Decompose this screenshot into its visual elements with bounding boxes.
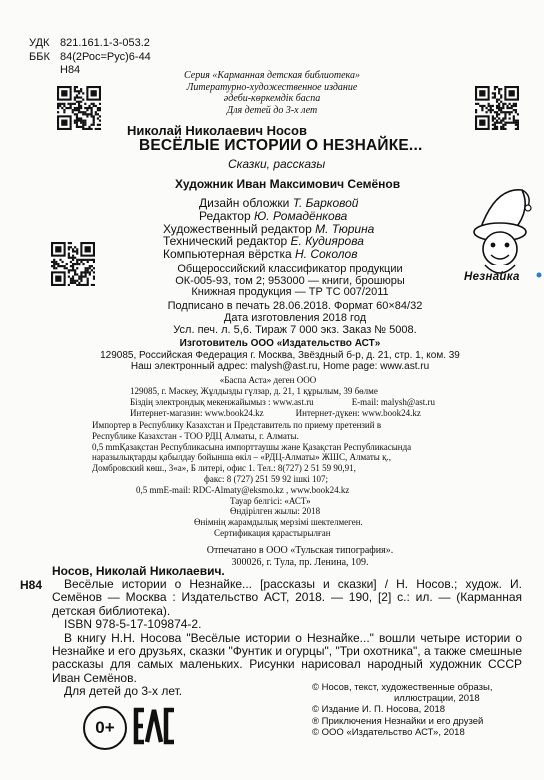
publisher-address: 129085, Российская Федерация г. Москва, Звёздный б-р, д. 21, стр. 1, ком. 39 bbox=[100, 349, 460, 361]
print-info-block bbox=[160, 300, 430, 336]
publisher-contacts: Наш электронный адрес: malysh@ast.ru, Home page: www.ast.ru bbox=[130, 361, 430, 372]
kz-line: Республике Казахстан - ТОО РДЦ Алматы, г. Алматы. bbox=[92, 430, 299, 441]
udk-value: 821.161.1-3-053.2 bbox=[60, 37, 150, 49]
series-line: әдеби-көркемдік баспа bbox=[223, 93, 321, 104]
udk-label: УДК bbox=[29, 37, 50, 49]
printer-line: Отпечатано в ООО «Тульская типография». bbox=[206, 545, 394, 556]
series-block bbox=[80, 70, 464, 116]
copyright-block bbox=[312, 682, 522, 738]
illustrator: Художник Иван Максимович Семёнов bbox=[175, 177, 401, 191]
kz-line: наразылықтарды қабылдау бойынша өкіл – «РДЦ-Алматы» ЖШС, Алматы қ., bbox=[92, 452, 391, 463]
copyright-line: иллюстрации, 2018 bbox=[394, 693, 480, 705]
print-info-line: Усл. печ. л. 5,6. Тираж 7 000 экз. Заказ № 5008. bbox=[173, 324, 417, 336]
kz-line: Интернет-магазин: www.book24.kz bbox=[130, 407, 264, 418]
copyright-line: © Носов, текст, художественные образы, bbox=[312, 682, 493, 693]
publisher-block bbox=[70, 338, 490, 373]
eac-mark bbox=[133, 706, 177, 751]
kazakh-block bbox=[118, 375, 448, 419]
kz-line: Біздің электрондық мекенжайымыз : www.ast.ru bbox=[130, 396, 314, 407]
kz-line: Өнімнің жарамдылық мерзімі шектелмеген. bbox=[194, 517, 363, 528]
printer-line: 300026, г. Тула, пр. Ленина, 109. bbox=[231, 557, 369, 568]
credit-row: Компьютерная вёрстка Н. Соколов bbox=[163, 247, 358, 262]
author-mark: Н84 bbox=[60, 64, 81, 76]
credit-row: Дизайн обложки Т. Барковой bbox=[199, 196, 359, 210]
kz-line: 129085, г. Мәскеу, Жұлдызды гүлзар, д. 21, 1 құрылым, 39 бөлме bbox=[130, 385, 378, 396]
kz-line: «Баспа Аста» деген ООО bbox=[219, 375, 317, 385]
kz-line: Домбровский көш., 3«а», Б литері, офис 1. Тел.: 8(727) 2 51 59 90,91, bbox=[92, 463, 356, 474]
logo-text: Незнайка bbox=[464, 271, 520, 283]
kz-line: Импортер в Республику Казахстан и Представитель по приему претензий в bbox=[92, 420, 382, 430]
kz-line: факс: 8 (727) 251 59 92 ішкі 107; bbox=[204, 473, 329, 484]
credit-row: Редактор Ю. Ромадёнкова bbox=[199, 208, 348, 223]
credit-row: Художественный редактор М. Тюрина bbox=[163, 221, 375, 236]
book-title: ВЕСЁЛЫЕ ИСТОРИИ О НЕЗНАЙКЕ... bbox=[139, 137, 423, 154]
qr-code-top-right bbox=[475, 86, 519, 130]
bib-text bbox=[52, 578, 522, 699]
neznaika-logo bbox=[460, 185, 542, 293]
classifier-line: Общероссийский классификатор продукции bbox=[177, 263, 403, 275]
bbk-label: ББК bbox=[29, 50, 50, 63]
series-line: Серия «Карманная детская библиотека» bbox=[184, 70, 360, 81]
classifier-line: ОК-005-93, том 2; 953000 — книги, брошюры bbox=[175, 274, 405, 287]
copyright-line: © Издание И. П. Носова, 2018 bbox=[312, 704, 446, 716]
age-rating-text: 0+ bbox=[95, 718, 115, 737]
print-info-line: Дата изготовления 2018 год bbox=[223, 312, 367, 324]
bib-entry: Весёлые истории о Незнайке... [рассказы и сказки] / Н. Носов.; худож. И. Семёнов — Москва : Издательство АСТ, 2018. — 190, [2] с.: ил. — (Карманная детская библиотека). bbox=[52, 577, 522, 618]
kazakh-importer-block bbox=[92, 420, 492, 539]
credits-block bbox=[163, 197, 374, 261]
qr-code-middle-left bbox=[51, 242, 95, 286]
publisher-name: Изготовитель ООО «Издательство АСТ» bbox=[179, 338, 381, 349]
classifier-block bbox=[170, 264, 410, 299]
bib-annotation: В книгу Н.Н. Носова "Весёлые истории о Незнайке..." вошли четыре истории о Незнайке и его друзьях, сказки "Фунтик и огурцы", "Три охотника", а также смешные рассказы для самых маленьких. Рисунки нарисовал народный художник СССР Иван Семёнов. bbox=[52, 630, 522, 685]
bbk-value: 84(2Рос=Рус)6-44 bbox=[60, 50, 151, 63]
series-line: Литературно-художественное издание bbox=[186, 81, 358, 93]
series-line: Для детей до 3-х лет bbox=[226, 104, 318, 116]
copyright-line: ® Приключения Незнайки и его друзей bbox=[312, 715, 484, 727]
kz-line: 0,5 mmE-mail: RDC-Almaty@eksmo.kz , www.book24.kz bbox=[136, 484, 350, 495]
age-rating-badge bbox=[83, 706, 127, 750]
credit-row: Технический редактор Е. Кудиярова bbox=[163, 234, 364, 249]
kz-line: Тауар белгісі: «АСТ» bbox=[230, 495, 311, 506]
bib-isbn: ISBN 978-5-17-109874-2. bbox=[64, 617, 202, 632]
bib-author: Носов, Николай Николаевич. bbox=[52, 564, 225, 578]
print-info-line: Подписано в печать 28.06.2018. Формат 60×84/32 bbox=[167, 300, 423, 312]
bib-age: Для детей до 3-х лет. bbox=[64, 684, 183, 699]
bib-mark: Н84 bbox=[20, 578, 43, 592]
author-name: Николай Николаевич Носов bbox=[127, 123, 307, 138]
classifier-line: Книжная продукция — ТР ТС 007/2011 bbox=[191, 286, 389, 298]
subtitle: Сказки, рассказы bbox=[228, 157, 326, 171]
kz-line: E-mail: malysh@ast.ru bbox=[351, 396, 435, 407]
kz-line: 0,5 mmҚазақстан Республикасына импорттаушы және Қазақстан Республикасында bbox=[92, 441, 412, 452]
copyright-line: © ООО «Издательство АСТ», 2018 bbox=[312, 726, 465, 738]
kz-line: Интернет-дүкен: www.book24.kz bbox=[295, 407, 421, 418]
kz-line: Өндірілген жылы: 2018 bbox=[230, 506, 321, 517]
kz-line: Сертификация қарастырылған bbox=[214, 527, 331, 538]
